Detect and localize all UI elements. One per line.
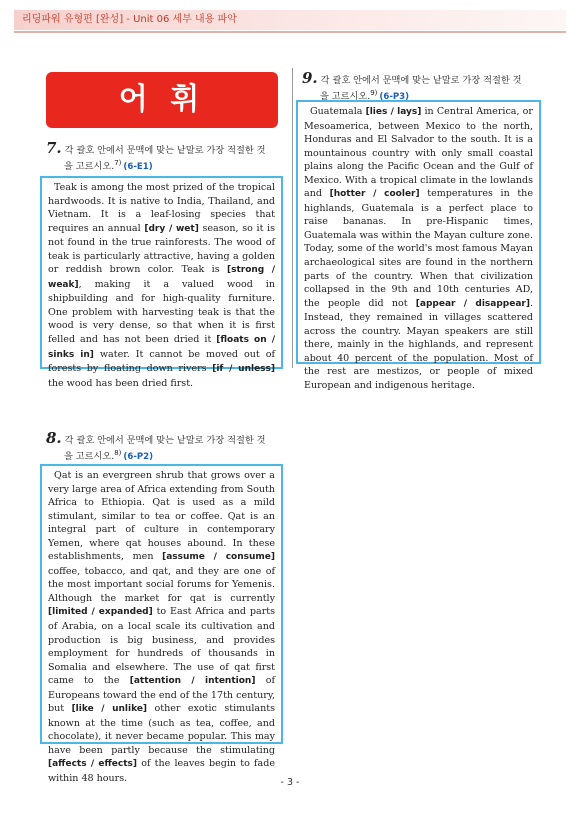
passage-segment: Qat is an evergreen shrub that grows over a very large area of Africa extending from South Africa to Ethiopia. Qat is used as a mild stimulant, similar to tea or coffee. Qat is an integral part of culture in contemporary Yemen, where qat houses abound. In these establishments, men [48,470,275,563]
passage-segment: temperatures in the highlands, Guatemala is a perfect place to raise bananas. In pre-Hispanic times, Guatemala was within the Mayan culture zone. Today, some of the world's most famous Mayan archaeological sites are found in the northern parts of the country. When that civilization collapsed in the 9th and 10th centuries AD, the people did not [304,188,533,309]
passage-segment: Guatemala [310,106,366,117]
word-choice: [if / unless] [212,364,275,375]
source-code: (6-P2) [123,452,154,463]
question-7-passage [40,176,283,389]
source-code: (6-P3) [379,92,410,103]
passage-segment: to East Africa and parts of Arabia, on a local scale its cultivation and production is big business, and provides employment for hundreds of thousands in Somalia and elsewhere. The use of qat first came to the [48,606,275,687]
passage-text [48,181,275,390]
passage-segment: of Europeans toward the end of the 17th century, but [48,675,275,715]
page-number: - 3 - [280,777,300,788]
question-8-prompt: 8. 각 괄호 안에서 문맥에 맞는 낱말로 가장 적절한 것 을 고르시오.$^{8)}$ (6-P2) [46,429,266,463]
running-header: 리딩파워 유형편 [완성] - Unit 06 세부 내용 파악 [14,10,566,30]
passage-segment: the wood has been dried first. [48,377,194,389]
passage-text [304,105,533,392]
question-7-prompt: 7. 각 괄호 안에서 문맥에 맞는 낱말로 가장 적절한 것 을 고르시오.$^{7)}$ (6-E1) [46,139,266,173]
question-9-passage [296,100,541,391]
passage-segment: of the leaves begin to fade within 48 hours. [48,758,275,785]
word-choice: [limited / expanded] [48,607,153,618]
word-choice: [hotter / cooler] [329,189,420,200]
word-choice: [dry / wet] [144,223,199,234]
passage-segment: other exotic stimulants known at the time (such as tea, coffee, and chocolate), it never became popular. This may have been partly because the stimulating [48,703,275,756]
passage-segment: coffee, tobacco, and qat, and they are one of the most important social forums for Yemenis. Although the market for qat is currently [48,565,275,604]
word-choice: [floats on / sinks in] [48,335,275,360]
passage-segment: in Central America, or Mesoamerica, between Mexico to the north, Honduras and El Salvador to the south. It is a mountainous country with only small coastal plains along the Pacific Ocean and the Gulf of Mexico. With a tropical climate in the lowlands and [304,106,533,200]
passage-segment: water. It cannot be moved out of forests by floating down rivers [48,348,275,375]
word-choice: [strong / weak] [48,265,276,290]
passage-segment: , making it a valued wood in shipbuilding and for high-quality furniture. One problem with harvesting teak is that the wood is very dense, so that when it is first felled and has not been dried it [48,278,275,346]
question-8-passage [40,464,283,785]
word-choice: [attention / intention] [129,676,256,687]
word-choice: [appear / disappear] [415,298,530,309]
vocabulary-banner: 어 휘 [46,72,278,128]
question-number: 7. [46,139,62,157]
word-choice: [assume / consume] [162,552,275,563]
passage-segment: Teak is among the most prized of the tropical hardwoods. It is native to India, Thailand, and Vietnam. It is a leaf-losing species that requires an annual [48,182,275,234]
header-rule [14,31,566,33]
passage-segment: season, so it is not found in the true rainforests. The wood of teak is particularly attractive, having a golden or reddish brown color. Teak is [48,222,276,276]
word-choice: [lies / lays] [365,107,422,117]
question-number: 8. [46,429,62,447]
source-code: (6-E1) [123,162,153,173]
passage-segment: . Instead, they remained in villages scattered across the country. Mayan speakers are still there, mainly in the highlands, and represent about 40 percent of the population. Most of the rest are mestizos, or people of mixed European and indigenous heritage. [304,297,533,391]
word-choice: [like / unlike] [71,704,148,715]
question-number: 9. [302,69,318,87]
column-divider [292,68,293,368]
question-9-prompt: 9. 각 괄호 안에서 문맥에 맞는 낱말로 가장 적절한 것 을 고르시오.$^{9)}$ (6-P3) [302,69,522,103]
passage-text [48,469,275,786]
word-choice: [affects / effects] [48,759,138,770]
